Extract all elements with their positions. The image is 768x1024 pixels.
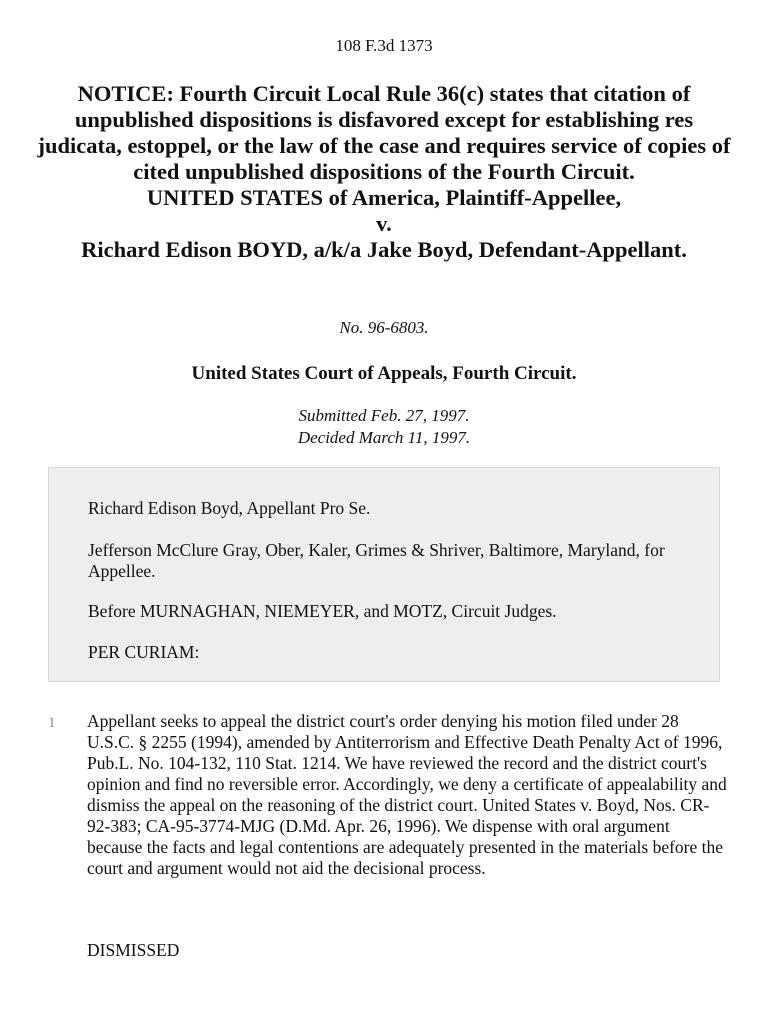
decided-date: Decided March 11, 1997. (297, 428, 471, 447)
judges-panel: Before MURNAGHAN, NIEMEYER, and MOTZ, Circuit Judges. (88, 601, 557, 621)
court-name: United States Court of Appeals, Fourth Circuit. (191, 363, 577, 384)
appellee-counsel: Jefferson McClure Gray, Ober, Kaler, Grimes & Shriver, Baltimore, Maryland, for Appellee. (88, 540, 665, 581)
submitted-date: Submitted Feb. 27, 1997. (298, 406, 470, 425)
docket-number: No. 96-6803. (339, 318, 429, 337)
counsel-panel (48, 467, 720, 682)
decision-dates (0, 405, 768, 449)
defendant-party: Richard Edison BOYD, a/k/a Jake Boyd, Defendant-Appellant. (81, 237, 687, 262)
case-citation: 108 F.3d 1373 (335, 36, 433, 55)
appellant-counsel: Richard Edison Boyd, Appellant Pro Se. (88, 498, 371, 518)
versus-label: v. (376, 211, 392, 236)
plaintiff-party: UNITED STATES of America, Plaintiff-Appellee, (146, 185, 622, 210)
disposition-label: DISMISSED (87, 940, 180, 960)
case-caption (30, 81, 738, 263)
rule-notice: NOTICE: Fourth Circuit Local Rule 36(c) states that citation of unpublished dispositions is disfavored except for establishing res judicata, estoppel, or the law of the case and requires service of copies of cited unpublished dispositions of the Fourth Circuit. (37, 81, 731, 184)
per-curiam-label: PER CURIAM: (88, 642, 200, 662)
paragraph-number: 1 (48, 715, 56, 731)
opinion-paragraph: Appellant seeks to appeal the district court's order denying his motion filed under 28 U.S.C. § 2255 (1994), amended by Antiterrorism and Effective Death Penalty Act of 1996, Pub.L. No. 104-132, 110 Stat. 1214. We have reviewed the record and the district court's opinion and find no reversible error. Accordingly, we deny a certificate of appealability and dismiss the appeal on the reasoning of the district court. United States v. Boyd, Nos. CR-92-383; CA-95-3774-MJG (D.Md. Apr. 26, 1996). We dispense with oral argument because the facts and legal contentions are adequately presented in the materials before the court and argument would not aid the decisional process. (87, 711, 727, 878)
